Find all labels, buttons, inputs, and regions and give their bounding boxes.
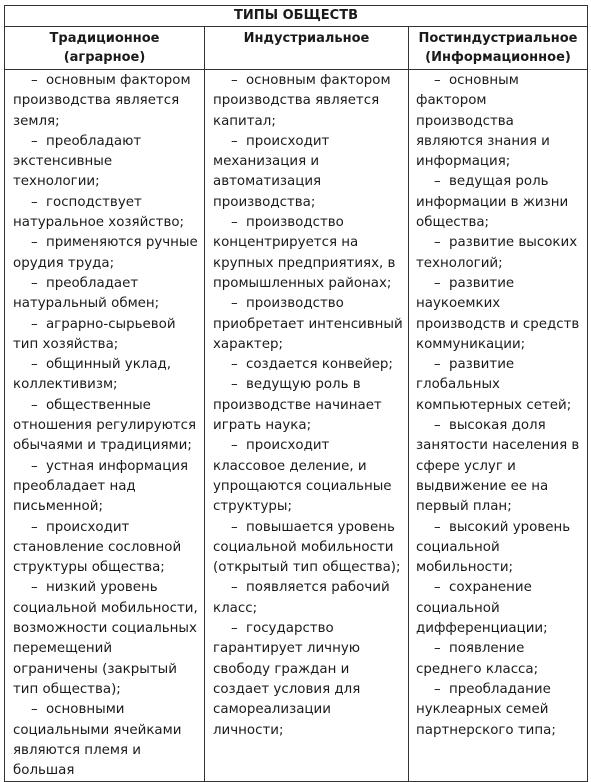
list-item xyxy=(213,294,404,355)
list-item xyxy=(416,274,584,355)
bullet-dash: – xyxy=(231,133,238,149)
list-item xyxy=(13,518,200,579)
header-postindustrial-line1: Постиндустриальное xyxy=(418,31,578,46)
list-item xyxy=(13,71,200,132)
list-item-text: применяются ручные орудия труда; xyxy=(13,235,198,271)
table-title: ТИПЫ ОБЩЕСТВ xyxy=(5,6,588,27)
list-item xyxy=(213,132,404,213)
list-item xyxy=(13,700,200,781)
list-item-text: общинный уклад, коллективизм; xyxy=(13,357,172,393)
items-industrial xyxy=(213,71,404,741)
list-item xyxy=(213,71,404,132)
list-item xyxy=(213,375,404,436)
list-item-text: государство гарантирует личную свободу граждан и создает условия для самореализации личности; xyxy=(213,621,361,738)
column-industrial xyxy=(205,70,409,782)
bullet-dash: – xyxy=(31,275,38,291)
bullet-dash: – xyxy=(31,316,38,332)
bullet-dash: – xyxy=(231,357,238,373)
bullet-dash: – xyxy=(31,194,38,210)
list-item xyxy=(13,233,200,274)
list-item xyxy=(213,578,404,619)
list-item xyxy=(416,416,584,517)
bullet-dash: – xyxy=(31,357,38,373)
header-postindustrial xyxy=(409,27,588,70)
list-item-text: низкий уровень социальной мобильности, возможности социальных перемещений ограничены (закрытый тип общества); xyxy=(13,580,198,697)
list-item xyxy=(13,132,200,193)
list-item-text: общественные отношения регулируются обычаями и традициями; xyxy=(13,397,197,454)
bullet-dash: – xyxy=(31,73,38,88)
header-postindustrial-line2: (Информационное) xyxy=(425,50,571,65)
bullet-dash: – xyxy=(434,641,441,657)
list-item xyxy=(416,71,584,172)
bullet-dash: – xyxy=(434,235,441,251)
society-types-table xyxy=(4,5,588,782)
list-item-text: ведущую роль в производстве начинает играть наука; xyxy=(213,377,382,434)
bullet-dash: – xyxy=(231,73,238,88)
list-item xyxy=(416,233,584,274)
list-item xyxy=(416,639,584,680)
list-item-text: высокая доля занятости населения в сфере услуг и выдвижение ее на первый план; xyxy=(416,418,580,515)
list-item-text: основными социальными ячейками являются племя и большая xyxy=(13,702,182,779)
list-item-text: производство приобретает интенсивный характер; xyxy=(213,296,403,352)
bullet-dash: – xyxy=(31,458,38,474)
items-traditional xyxy=(13,71,200,781)
bullet-dash: – xyxy=(231,438,238,454)
column-traditional xyxy=(5,70,205,782)
list-item xyxy=(213,518,404,579)
bullet-dash: – xyxy=(31,580,38,596)
list-item-text: появление среднего класса; xyxy=(416,641,539,677)
list-item xyxy=(213,436,404,517)
list-item xyxy=(13,457,200,518)
header-traditional: Традиционное (аграрное) xyxy=(5,27,205,70)
bullet-dash: – xyxy=(31,519,38,535)
list-item-text: происходит классовое деление, и упрощаются социальные структуры; xyxy=(213,438,392,515)
list-item-text: преобладает натуральный обмен; xyxy=(13,275,160,312)
bullet-dash: – xyxy=(434,519,441,535)
list-item xyxy=(416,578,584,639)
list-item xyxy=(213,355,404,375)
header-industrial: Индустриальное xyxy=(205,27,409,70)
list-item-text: преобладание нуклеарных семей партнерского типа; xyxy=(416,681,556,738)
bullet-dash: – xyxy=(434,275,441,291)
bullet-dash: – xyxy=(434,357,441,373)
bullet-dash: – xyxy=(434,174,441,190)
list-item-text: основным фактором производства является земля; xyxy=(13,73,191,129)
list-item-text: основным фактором производства являются знания и информация; xyxy=(416,73,550,170)
list-item xyxy=(13,315,200,356)
list-item-text: повышается уровень социальной мобильности (открытый тип общества); xyxy=(213,519,401,576)
bullet-dash: – xyxy=(434,580,441,596)
list-item xyxy=(416,518,584,579)
list-item xyxy=(213,619,404,741)
list-item xyxy=(416,355,584,416)
list-item-text: устная информация преобладает над письменной; xyxy=(13,458,189,515)
list-item-text: появляется рабочий класс; xyxy=(213,580,390,616)
bullet-dash: – xyxy=(31,235,38,251)
items-postindustrial xyxy=(416,71,584,741)
list-item-text: происходит становление сословной структуры общества; xyxy=(13,519,182,576)
bullet-dash: – xyxy=(231,621,238,637)
list-item xyxy=(13,193,200,234)
bullet-dash: – xyxy=(231,580,238,596)
list-item-text: преобладают экстенсивные технологии; xyxy=(13,133,142,190)
list-item-text: производство концентрируется на крупных предприятиях, в промышленных районах; xyxy=(213,215,396,291)
list-item-text: происходит механизация и автоматизация производства; xyxy=(213,133,330,210)
list-item xyxy=(13,578,200,700)
bullet-dash: – xyxy=(434,418,441,434)
bullet-dash: – xyxy=(31,133,38,149)
bullet-dash: – xyxy=(434,73,441,88)
list-item-text: создается конвейер; xyxy=(245,357,393,373)
list-item-text: развитие наукоемких производств и средств коммуникации; xyxy=(416,275,580,352)
bullet-dash: – xyxy=(231,296,238,312)
list-item xyxy=(416,680,584,741)
column-postindustrial xyxy=(409,70,588,782)
list-item xyxy=(13,355,200,396)
list-item xyxy=(416,172,584,233)
list-item-text: аграрно-сырьевой тип хозяйства; xyxy=(13,316,176,352)
list-item xyxy=(13,396,200,457)
bullet-dash: – xyxy=(31,397,38,413)
list-item xyxy=(213,213,404,294)
list-item-text: высокий уровень социальной мобильности; xyxy=(416,519,571,576)
list-item-text: развитие высоких технологий; xyxy=(416,235,578,271)
list-item-text: сохранение социальной дифференциации; xyxy=(416,580,548,637)
bullet-dash: – xyxy=(231,519,238,535)
bullet-dash: – xyxy=(231,215,238,231)
list-item-text: господствует натуральное хозяйство; xyxy=(13,194,185,231)
bullet-dash: – xyxy=(231,377,238,393)
list-item-text: основным фактором производства является капитал; xyxy=(213,73,391,129)
bullet-dash: – xyxy=(31,702,38,718)
bullet-dash: – xyxy=(434,681,441,697)
list-item-text: развитие глобальных компьютерных сетей; xyxy=(416,357,572,413)
list-item xyxy=(13,274,200,315)
list-item-text: ведущая роль информации в жизни общества; xyxy=(416,174,569,231)
